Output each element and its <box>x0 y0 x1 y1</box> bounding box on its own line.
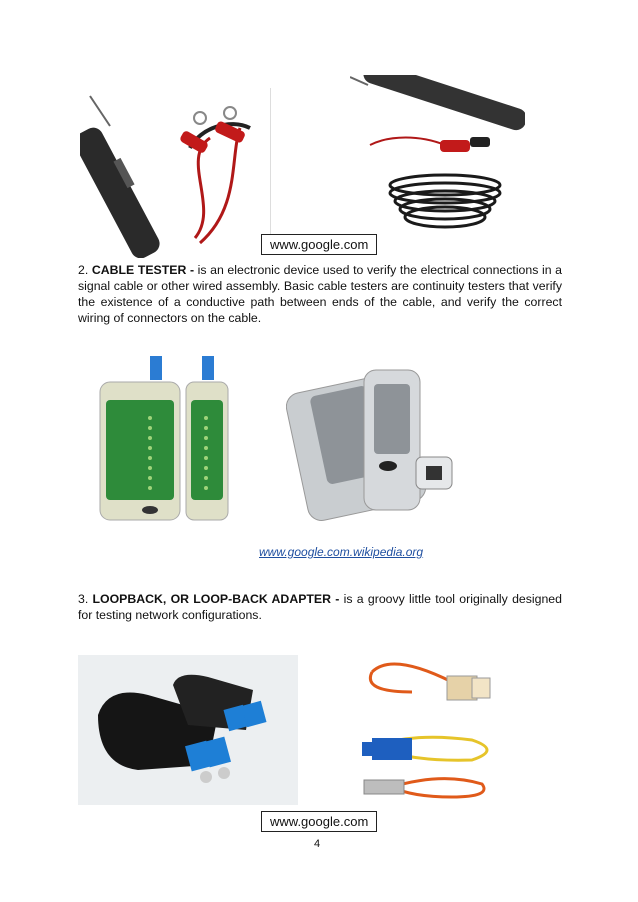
page-number-text: 4 <box>314 838 321 850</box>
caption-text: www.google.com <box>270 814 369 829</box>
wiki-link[interactable]: www.google.com.wikipedia.org <box>259 545 424 559</box>
caption-text: www.google.com <box>270 237 369 252</box>
loopback-adapter-image <box>78 655 298 805</box>
item-number: 3. <box>78 592 89 606</box>
tester-coiled-cable-image <box>350 75 525 240</box>
fiber-loopback-cables-image <box>352 652 498 802</box>
voltage-tester-pen-image <box>80 88 270 258</box>
term-heading: LOOPBACK, OR LOOP-BACK ADAPTER <box>92 592 331 606</box>
term-dash: - <box>335 592 340 606</box>
gray-cable-tester-image <box>286 362 456 524</box>
item-number: 2. <box>78 263 89 277</box>
term-definition: is an electronic device used to verify the electrical connections in a signal cable or other wired assembly. Basic cable testers are continuity testers that verify the existence of a conductive path between ends of the cable, and verify the correct wiring of connectors on the cable. <box>78 263 562 325</box>
network-cable-tester-image <box>88 352 238 524</box>
wiki-source-caption <box>259 543 423 561</box>
term-heading: CABLE TESTER <box>91 263 187 277</box>
image-divider <box>270 88 271 238</box>
term-dash: - <box>189 263 195 277</box>
image-source-caption <box>261 234 377 255</box>
term-definition: is a groovy little tool originally designed for testing network configurations. <box>78 592 562 622</box>
page-number <box>314 838 320 850</box>
image-source-caption-bottom <box>261 811 377 832</box>
loopback-paragraph <box>78 591 562 623</box>
cable-tester-paragraph <box>78 262 562 326</box>
